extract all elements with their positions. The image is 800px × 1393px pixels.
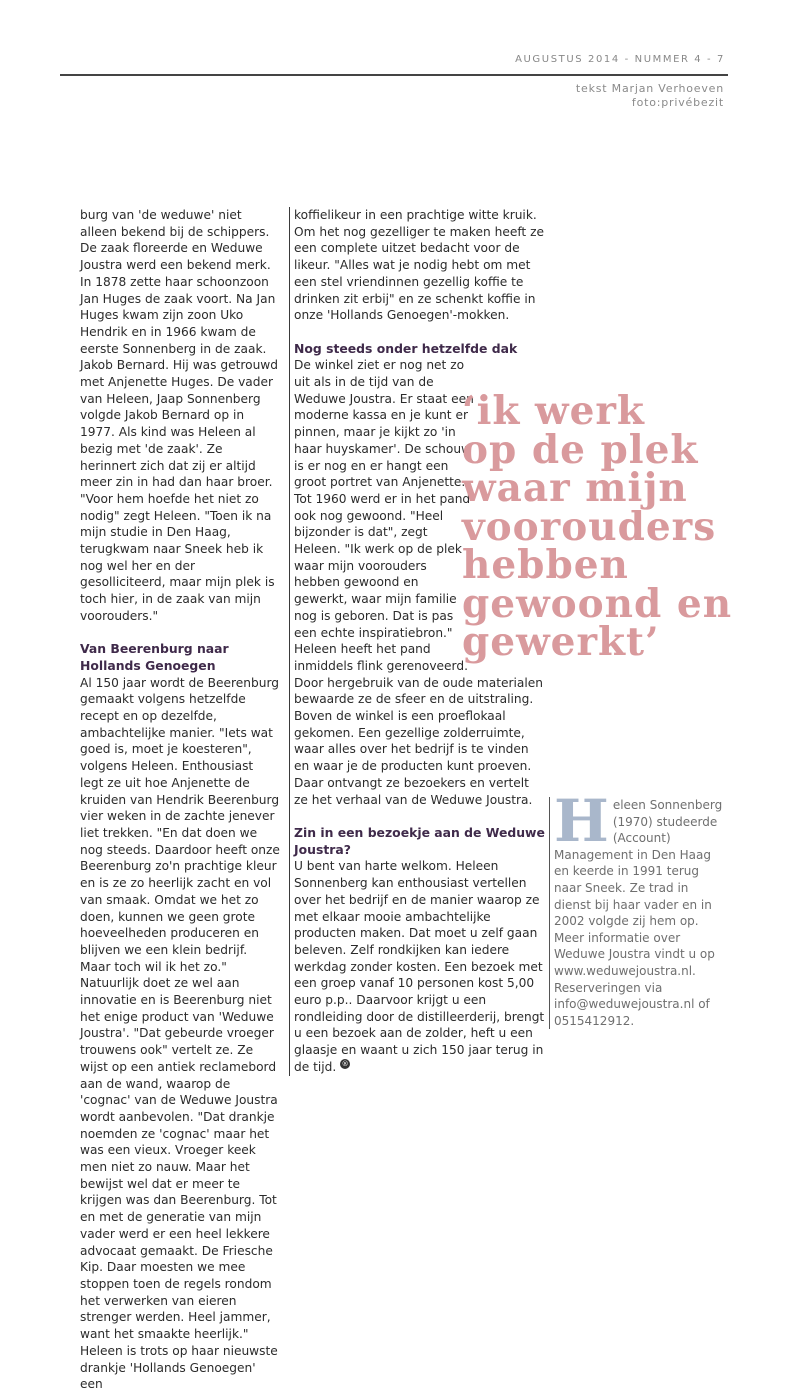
pull-quote [462,388,792,665]
pull-quote-line: op de plek [462,426,699,473]
article-column-1 [80,207,280,1393]
bio-box [549,787,726,1029]
credit-text: tekst Marjan Verhoeven [575,82,724,95]
credits [576,82,724,110]
drop-cap: H [554,787,609,855]
bio-contact: Meer informatie over Weduwe Joustra vindt u op www.weduwejoustra.nl. Reserveringen via info@weduwejoustra.nl of 0515412912. [554,930,715,1028]
paragraph: De winkel ziet er nog net zo uit als in de tijd van de Weduwe Joustra. Er staat een moderne kassa en je kunt er pinnen, maar je kijkt zo 'in haar huyskamer'. De schouw is er nog en er hangt een groot portret van Anjenette. Tot 1960 werd er in het pand ook nog gewoond. "Heel bijzonder is dat", zegt Heleen. "Ik werk op de plek waar mijn voorouders hebben gewoond en gewerkt, waar mijn familie nog is geboren. Dat is pas een echte inspiratiebron." Heleen heeft het pand inmiddels flink gerenoveerd. [294,358,474,673]
credit-photo: foto:privébezit [631,96,724,109]
paragraph-text: U bent van harte welkom. Heleen Sonnenberg kan enthousiast vertellen over het bedrijf en de manier waarop ze met elkaar mooie ambachtelijke producten maken. Dat moet u zelf gaan beleven. Zelf rondkijken kan iedere werkdag zonder kosten. Een bezoek met een groep vanaf 10 personen kost 5,00 euro p.p.. Daarvoor krijgt u een rondleiding door de distilleerderij, brengt u een bezoek aan de zolder, heft u een glaasje en waant u zich 150 jaar terug in de tijd. [294,859,545,1074]
paragraph [294,858,546,1075]
paragraph: Door hergebruik van de oude materialen bewaarde ze de sfeer en de uitstraling. Boven de winkel is een proeflokaal gekomen. Een gezellige zolderruimte, waar alles over het bedrijf is te vinden en waar je de producten kunt proeven. Daar ontvangt ze bezoekers en vertelt ze het verhaal van de Weduwe Joustra. [294,675,543,807]
paragraph: burg van 'de weduwe' niet alleen bekend bij de schippers. De zaak floreerde en Weduwe Joustra werd een bekend merk. In 1878 zette haar schoonzoon Jan Huges de zaak voort. Na Jan Huges kwam zijn zoon Uko Hendrik en in 1966 kwam de eerste Sonnenberg in de zaak. Jakob Bernard. Hij was getrouwd met Anjenette Huges. De vader van Heleen, Jaap Sonnenberg volgde Jakob Bernard op in 1977. Als kind was Heleen al bezig met 'de zaak'. Ze herinnert zich dat zij er altijd meer zin in had dan haar broer. "Voor hem hoefde het niet zo nodig" zegt Heleen. "Toen ik na mijn studie in Den Haag, terugkwam naar Sneek heb ik nog wel her en der gesolliciteerd, maar mijn plek is toch hier, in de zaak van mijn voorouders." [80,208,278,623]
pull-quote-line: gewerkt’ [462,619,660,665]
end-mark-icon: ® [341,1059,349,1068]
section-heading: Zin in een bezoekje aan de Weduwe Joustra? [294,824,545,857]
pull-quote-line: hebben [462,542,629,588]
pull-quote-line: voorouders [462,503,717,550]
bio-text: eleen Sonnenberg (1970) studeerde (Account) Management in Den Haag en keerde in 1991 terug naar Sneek. Ze trad in dienst bij haar vader en in 2002 volgde zij hem op. [554,798,723,929]
paragraph: Al 150 jaar wordt de Beerenburg gemaakt volgens hetzelfde recept en op dezelfde, ambachtelijke manier. "Iets wat goed is, moet je koesteren", volgens Heleen. Enthousiast legt ze uit hoe Anjenette de kruiden van Hendrik Beerenburg vier weken in de zachte jenever liet trekken. "En dat doen we nog steeds. Daardoor heeft onze Beerenburg zo'n prachtige kleur en is ze zo heerlijk zacht en vol van smaak. Omdat we het zo doen, kunnen we geen grote hoeveelheden produceren en blijven we een klein bedrijf. Maar toch wil ik het zo." Natuurlijk doet ze wel aan innovatie en is Beerenburg niet het enige product van 'Weduwe Joustra'. "Dat gebeurde vroeger trouwens ook" vertelt ze. Ze wijst op een antiek reclamebord aan de wand, waarop de 'cognac' van de Weduwe Joustra wordt aanbevolen. "Dat drankje noemden ze 'cognac' maar het was een vieux. Vroeger keek men niet zo nauw. Maar het bewijst wel dat er meer te krijgen was dan Beerenburg. Tot en met de generatie van mijn vader werd er een heel lekkere advocaat gemaakt. De Friesche Kip. Daar moesten we mee stoppen toen de regels rondom het verwerken van eieren strenger werden. Heel jammer, want het smaakte heerlijk." Heleen is trots op haar nieuwste drankje 'Hollands Genoegen' een [80,675,280,1392]
section-heading: Van Beerenburg naar Hollands Genoegen [80,641,229,673]
bio-paragraph [554,787,726,930]
section-heading: Nog steeds onder hetzelfde dak [294,340,518,356]
issue-info: AUGUSTUS 2014 - NUMMER 4 - 7 [515,54,725,65]
paragraph: koffielikeur in een prachtige witte kruik. Om het nog gezelliger te maken heeft ze een complete uitzet bedacht voor de likeur. "Alles wat je nodig hebt om met een stel vriendinnen gezellig koffie te drinken zit erbij" en ze schenkt koffie in onze 'Hollands Genoegen'-mokken. [294,208,544,323]
pull-quote-line: gewoond en [462,580,733,627]
pull-quote-line: waar mijn [462,465,688,511]
pull-quote-line: ‘ik werk [462,388,645,434]
header-divider [60,74,728,76]
